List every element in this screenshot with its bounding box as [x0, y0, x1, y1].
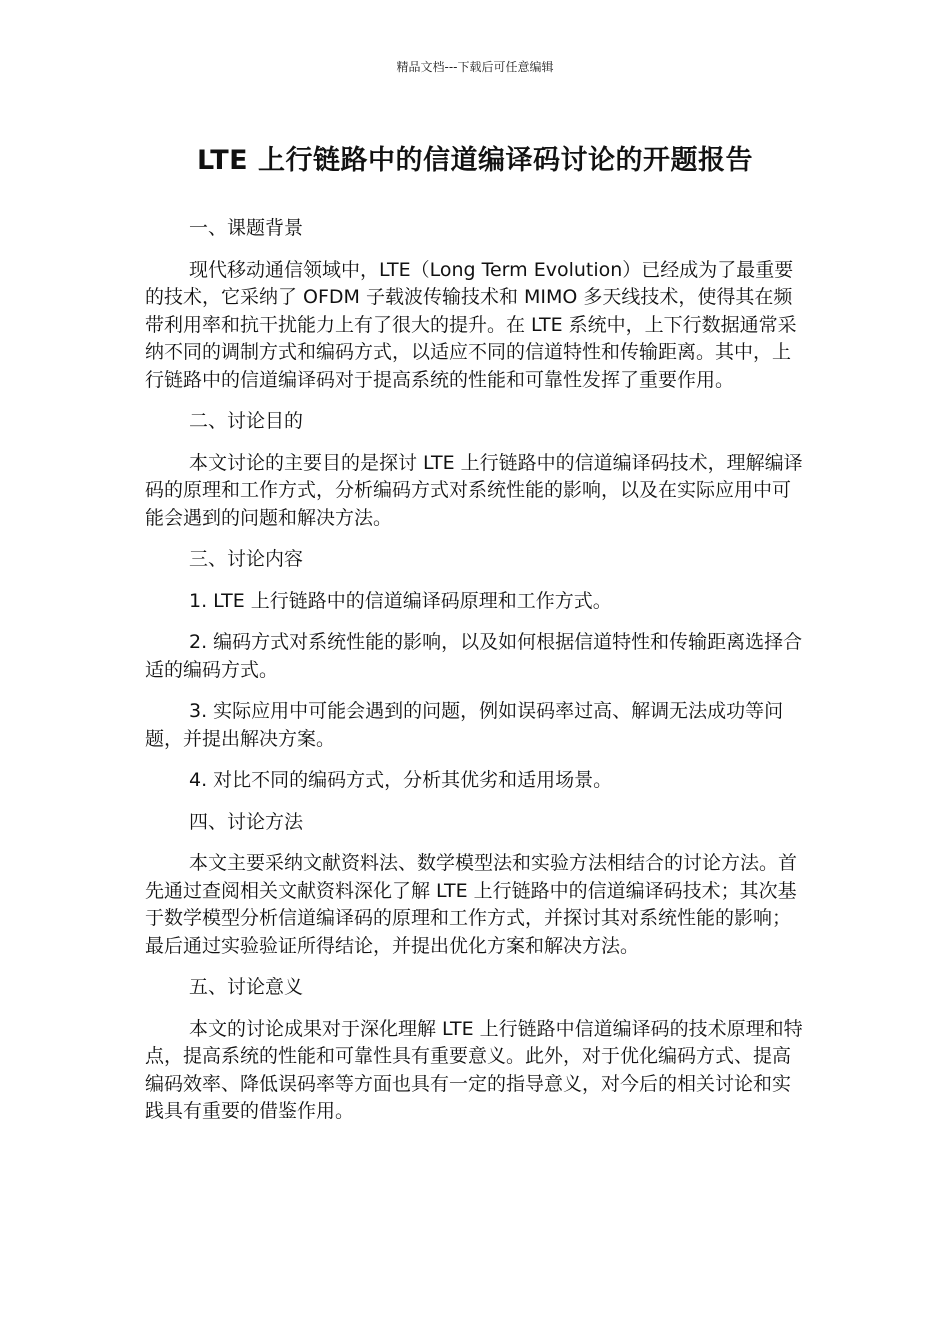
- section-heading-method: 四、讨论方法: [189, 810, 304, 833]
- section-heading-content: 三、讨论内容: [189, 548, 304, 570]
- content-item-3: 3. 实际应用中可能会遇到的问题，例如误码率过高、解调无法成功等问题，并提出解决方案。: [145, 700, 784, 750]
- paragraph-background: 现代移动通信领域中，LTE（Long Term Evolution）已经成为了最重要的技术，它采纳了 OFDM 子载波传输技术和 MIMO 多天线技术，使得其在频带利用率和抗干扰能力上有了很大的提升。在 LTE 系统中，上下行数据通常采纳不同的调制方式和编码方式，以适应不同的信道特性和传输距离。其中，上行链路中的信道编译码对于提高系统的性能和可靠性发挥了重要作用。: [145, 258, 797, 391]
- content-item-2: 2. 编码方式对系统性能的影响，以及如何根据信道特性和传输距离选择合适的编码方式。: [145, 631, 803, 681]
- section-heading-background: 一、课题背景: [189, 217, 304, 239]
- section-heading-significance: 五、讨论意义: [189, 976, 304, 998]
- document-title: LTE 上行链路中的信道编译码讨论的开题报告: [197, 145, 753, 176]
- section-heading-purpose: 二、讨论目的: [189, 410, 304, 432]
- content-item-4: 4. 对比不同的编码方式，分析其优劣和适用场景。: [189, 769, 613, 791]
- paragraph-purpose: 本文讨论的主要目的是探讨 LTE 上行链路中的信道编译码技术，理解编译码的原理和工作方式，分析编码方式对系统性能的影响，以及在实际应用中可能会遇到的问题和解决方法。: [145, 451, 803, 529]
- document-body: [145, 215, 805, 1140]
- paragraph-method: 本文主要采纳文献资料法、数学模型法和实验方法相结合的讨论方法。首先通过查阅相关文献资料深化了解 LTE 上行链路中的信道编译码技术；其次基于数学模型分析信道编译码的原理和工作方式，并探讨其对系统性能的影响；最后通过实验验证所得结论，并提出优化方案和解决方法。: [145, 852, 798, 957]
- page-header: 精品文档---下载后可任意编辑: [396, 60, 554, 74]
- content-item-1: 1. LTE 上行链路中的信道编译码原理和工作方式。: [189, 589, 612, 612]
- paragraph-significance: 本文的讨论成果对于深化理解 LTE 上行链路中信道编译码的技术原理和特点，提高系统的性能和可靠性具有重要意义。此外，对于优化编码方式、提高编码效率、降低误码率等方面也具有一定的指导意义，对今后的相关讨论和实践具有重要的借鉴作用。: [145, 1017, 803, 1122]
